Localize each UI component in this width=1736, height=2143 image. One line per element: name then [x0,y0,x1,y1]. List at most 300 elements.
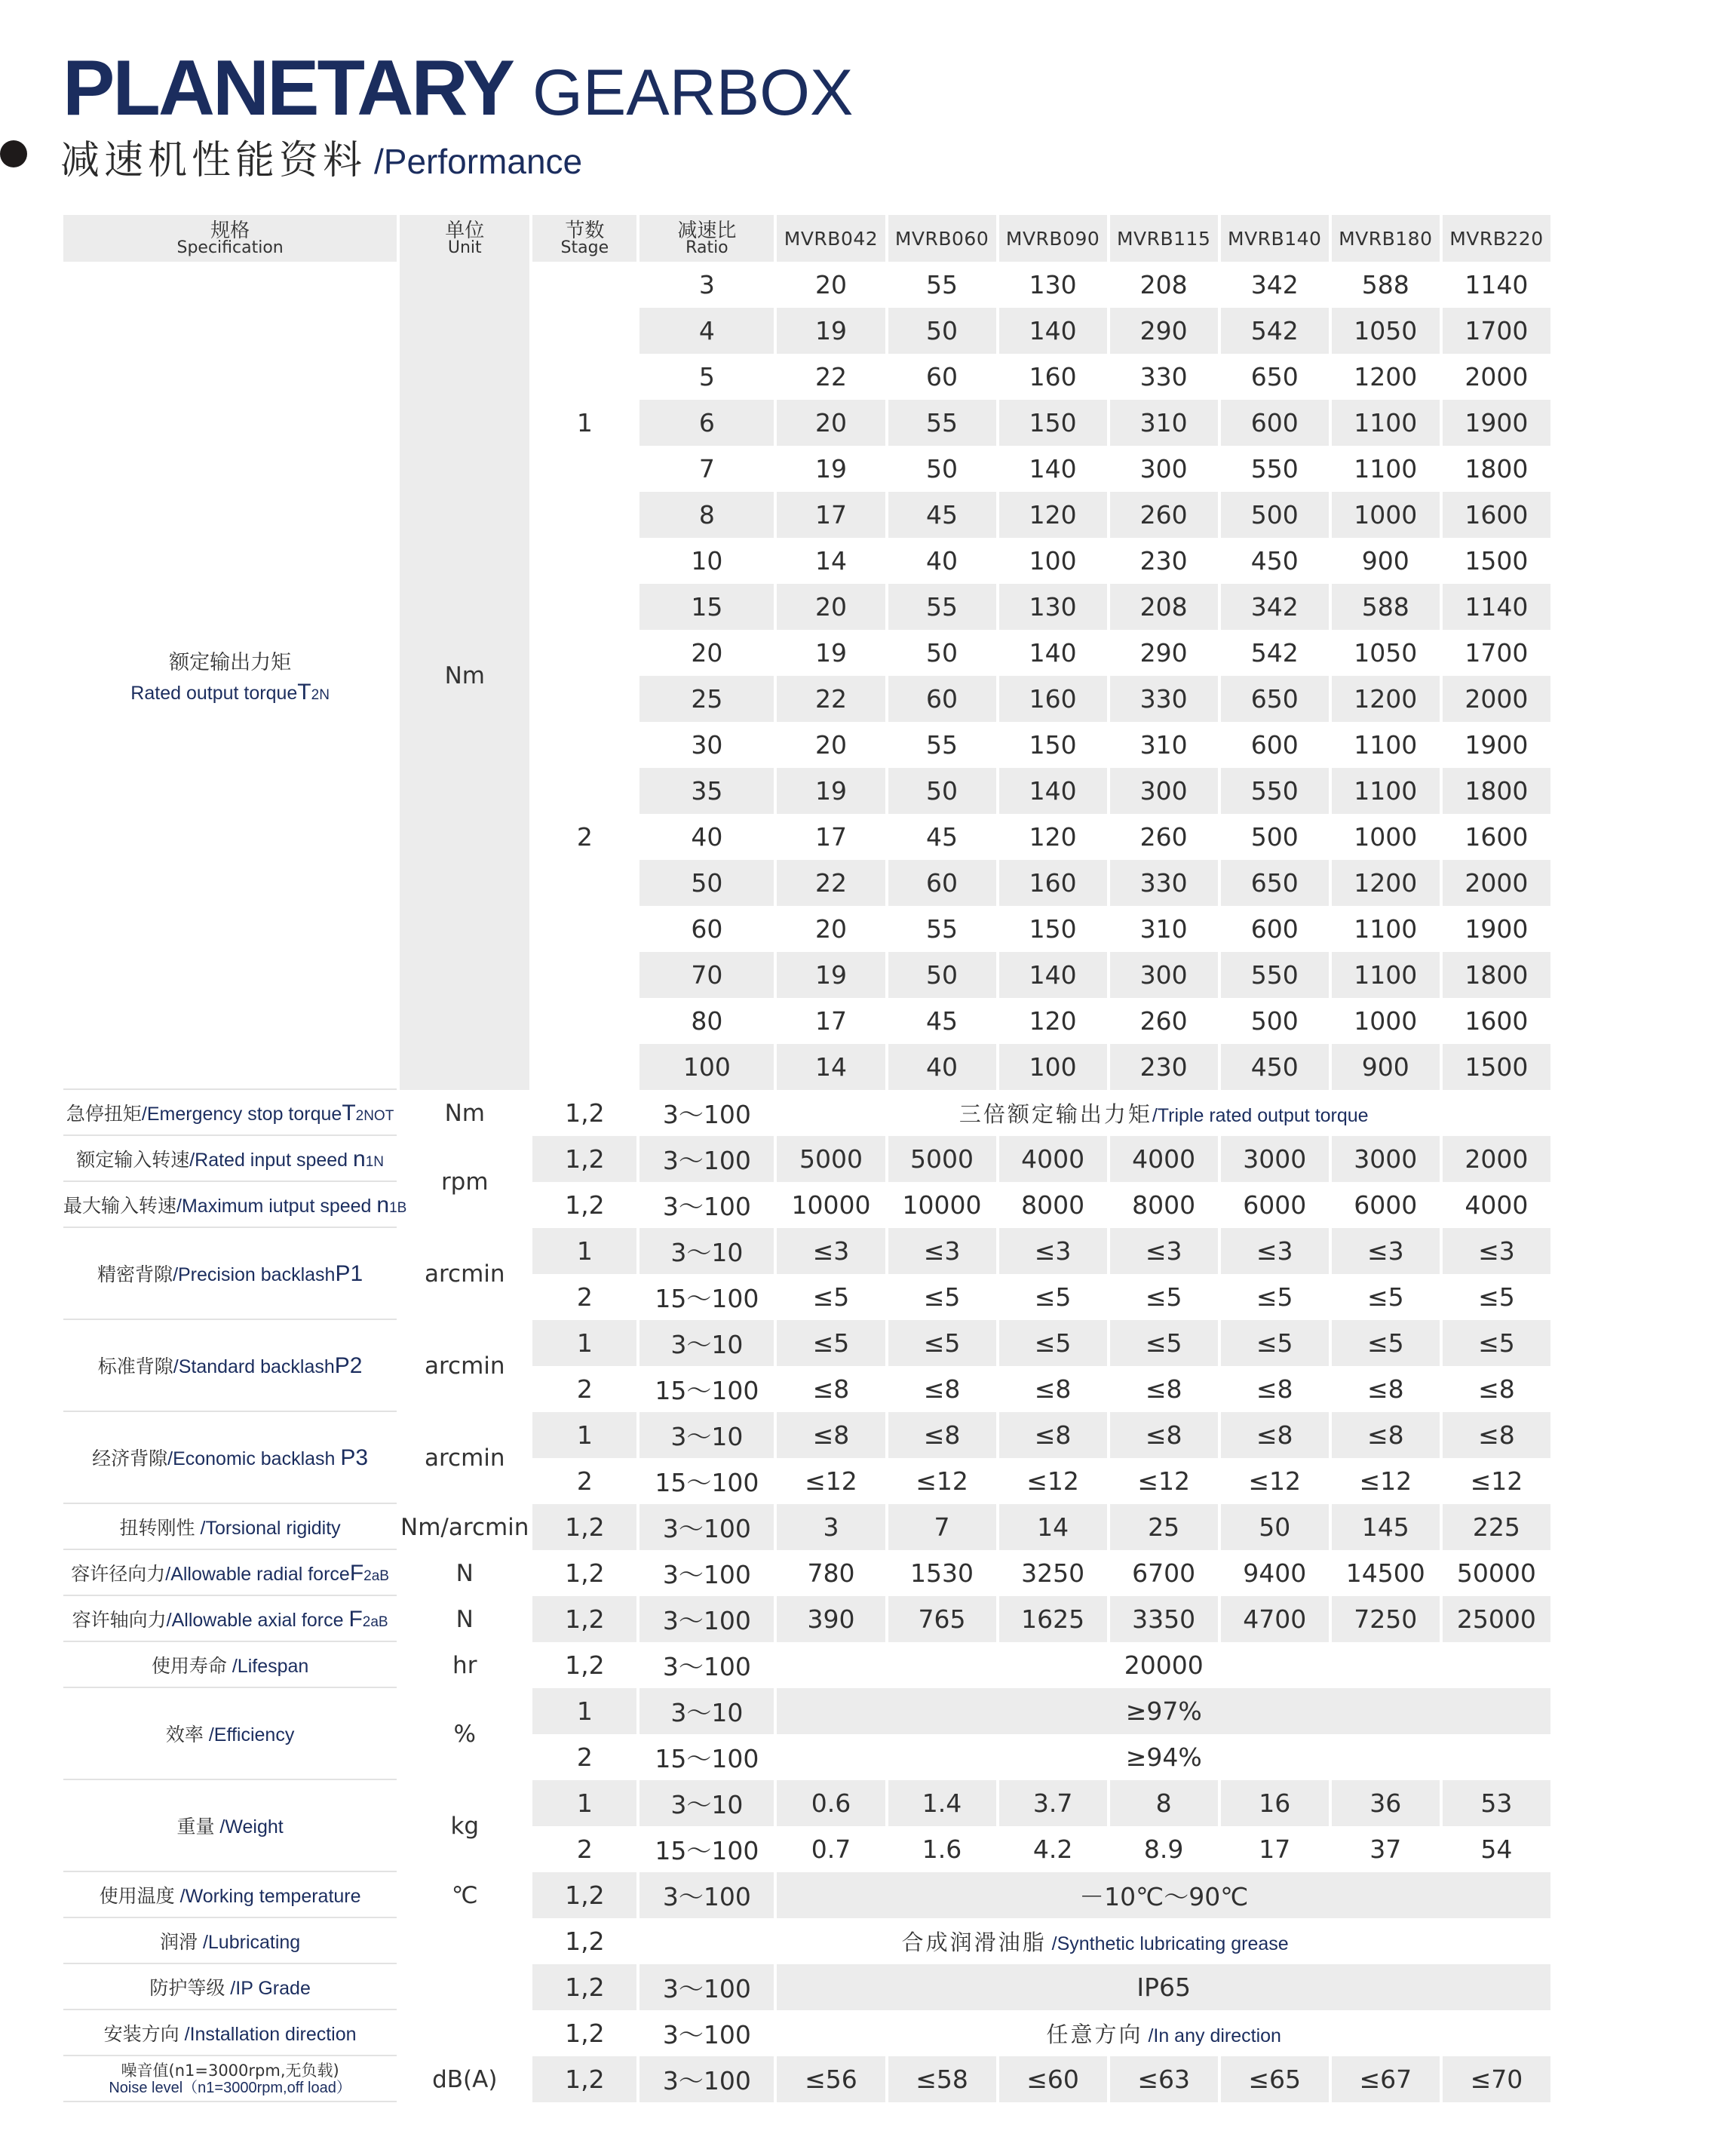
value-cell: 5000 [888,1136,996,1182]
ratio-cell: 40 [639,814,774,860]
ratio-cell: 3～100 [639,1504,774,1550]
value-cell: 55 [888,400,996,446]
stage-cell: 2 [532,1826,636,1872]
value-cell: 160 [999,354,1107,400]
spec-label-en: /Installation direction [179,2023,357,2045]
spec-label-zh: 使用温度 [99,1884,175,1907]
ratio-cell: 15～100 [639,1734,774,1780]
spec-label-en: /Allowable radial force [165,1563,350,1585]
ratio-cell: 15～100 [639,1826,774,1872]
ratio-cell: 15 [639,584,774,630]
ratio-cell: 3～100 [639,1964,774,2010]
value-cell: 4.2 [999,1826,1107,1872]
value-cell: 54 [1443,1826,1550,1872]
value-cell: ≤70 [1443,2056,1550,2102]
spec-symbol: F [348,1606,363,1632]
table-row [63,1596,1550,1642]
page-title [63,44,853,134]
value-cell: ≤8 [1443,1366,1550,1412]
value-cell: 55 [888,722,996,768]
value-cell: 2000 [1443,860,1550,906]
table-row [63,1504,1550,1550]
spec-label-en: /Allowable axial force [166,1609,349,1631]
value-cell: 20 [777,262,885,308]
spec-cell [63,1090,397,1136]
table-row [63,1964,1550,2010]
value-cell: 19 [777,308,885,354]
value-cell: 1200 [1332,860,1440,906]
value-cell: 120 [999,998,1107,1044]
value-cell: ≤5 [1221,1274,1329,1320]
value-cell: 330 [1110,354,1218,400]
ratio-cell: 3～100 [639,2010,774,2056]
stage-cell: 1,2 [532,2056,636,2102]
ratio-cell: 8 [639,492,774,538]
ratio-cell: 3～10 [639,1228,774,1274]
value-cell: 1050 [1332,630,1440,676]
spec-cell [63,1550,397,1596]
spec-symbol: n [353,1146,366,1171]
value-cell: ≤3 [1110,1228,1218,1274]
value-cell: 17 [777,814,885,860]
value-cell: 900 [1332,1044,1440,1090]
value-cell: 290 [1110,308,1218,354]
value-cell: 150 [999,906,1107,952]
stage-cell: 1,2 [532,1596,636,1642]
value-cell: 55 [888,906,996,952]
value-cell: 160 [999,860,1107,906]
value-cell: 60 [888,676,996,722]
value-cell: ≤3 [1332,1228,1440,1274]
unit-cell [400,1918,529,1964]
value-cell: 10000 [777,1182,885,1228]
performance-table [60,215,1554,2102]
value-cell: 50 [888,446,996,492]
unit-cell: arcmin [400,1320,529,1412]
ratio-cell: 30 [639,722,774,768]
value-cell: 650 [1221,354,1329,400]
value-cell: 17 [777,492,885,538]
merged-value-cell: ≥97% [777,1688,1550,1734]
table-row [63,2010,1550,2056]
spec-label-en: /Efficiency [203,1724,295,1745]
spec-label-en: /IP Grade [225,1977,311,1999]
value-cell: 22 [777,860,885,906]
spec-label-zh: 急停扭矩 [66,1102,142,1125]
spec-cell [63,1504,397,1550]
value-cell: 19 [777,630,885,676]
value-cell: 342 [1221,262,1329,308]
spec-cell [63,1182,407,1228]
value-cell: 290 [1110,630,1218,676]
unit-cell: hr [400,1642,529,1688]
value-cell: 1050 [1332,308,1440,354]
ratio-cell: 60 [639,906,774,952]
value-cell: ≤58 [888,2056,996,2102]
value-cell: 19 [777,952,885,998]
value-cell: 120 [999,492,1107,538]
merged-value-cell: 合成润滑油脂 /Synthetic lubricating grease [639,1918,1550,1964]
value-cell: 1200 [1332,676,1440,722]
value-cell: ≤3 [1443,1228,1550,1274]
value-cell: 230 [1110,538,1218,584]
value-cell: 260 [1110,998,1218,1044]
value-cell: ≤5 [1443,1274,1550,1320]
value-cell: 1500 [1443,538,1550,584]
table-row [63,1642,1550,1688]
value-cell: 330 [1110,676,1218,722]
ratio-cell: 50 [639,860,774,906]
stage-cell: 1,2 [532,1642,636,1688]
stage-cell: 1 [532,1688,636,1734]
spec-label-zh: 经济背隙 [92,1448,168,1469]
stage-cell: 2 [532,1274,636,1320]
ratio-cell: 25 [639,676,774,722]
spec-label-en: /Working temperature [174,1885,361,1907]
value-cell: 600 [1221,400,1329,446]
value-cell: ≤8 [888,1366,996,1412]
value-cell: 208 [1110,584,1218,630]
ratio-cell: 3～10 [639,1688,774,1734]
value-cell: 765 [888,1596,996,1642]
ratio-cell: 70 [639,952,774,998]
value-cell: 500 [1221,814,1329,860]
value-cell: 1700 [1443,630,1550,676]
value-cell: 1000 [1332,814,1440,860]
value-cell: 50000 [1443,1550,1550,1596]
spec-label-en: /Maximum iutput speed [176,1195,377,1217]
stage-cell: 1,2 [532,1090,636,1136]
value-cell: 130 [999,584,1107,630]
value-cell: 4700 [1221,1596,1329,1642]
value-cell: 10000 [888,1182,996,1228]
value-cell: ≤8 [1332,1366,1440,1412]
value-cell: 130 [999,262,1107,308]
merged-value-cell: IP65 [777,1964,1550,2010]
spec-label-zh: 效率 [165,1724,204,1745]
spec-cell [63,1320,397,1412]
page-header [63,44,853,134]
unit-cell: kg [400,1780,529,1872]
spec-label-en: /Torsional rigidity [195,1517,341,1539]
ratio-cell: 3～100 [639,1872,774,1918]
value-cell: 60 [888,354,996,400]
value-cell: 50 [1221,1504,1329,1550]
unit-cell: arcmin [400,1412,529,1504]
spec-label-en: /Precision backlash [173,1264,336,1285]
spec-cell [63,1872,397,1918]
spec-symbol-sub: 2N [311,686,330,703]
value-cell: 1100 [1332,768,1440,814]
value-cell: 300 [1110,952,1218,998]
value-cell: 22 [777,676,885,722]
spec-symbol: n [376,1192,390,1217]
table-row [63,1872,1550,1918]
spec-symbol-sub: 2NOT [355,1107,394,1124]
value-cell: 140 [999,630,1107,676]
value-cell: 1900 [1443,400,1550,446]
value-cell: ≤5 [888,1320,996,1366]
spec-cell [63,1412,397,1504]
ratio-cell: 15～100 [639,1274,774,1320]
header-model: MVRB220 [1443,215,1550,262]
spec-symbol: P3 [340,1445,369,1470]
spec-label-zh: 标准背隙 [97,1355,173,1377]
value-cell: 1800 [1443,952,1550,998]
value-cell: 600 [1221,906,1329,952]
value-cell: 45 [888,492,996,538]
spec-symbol: P2 [334,1353,363,1378]
stage-cell: 2 [532,1366,636,1412]
value-cell: 14 [999,1504,1107,1550]
ratio-cell: 3～10 [639,1412,774,1458]
title-bold: PLANETARY [63,45,513,132]
header-ratio: 减速比 Ratio [639,215,774,262]
header-model: MVRB115 [1110,215,1218,262]
ratio-cell: 15～100 [639,1366,774,1412]
value-cell: 650 [1221,676,1329,722]
value-cell: 588 [1332,584,1440,630]
value-cell: 55 [888,262,996,308]
value-cell: 0.6 [777,1780,885,1826]
value-cell: 25000 [1443,1596,1550,1642]
value-cell: 4000 [1110,1136,1218,1182]
ratio-cell: 3～100 [639,1596,774,1642]
spec-label-zh: 安装方向 [103,2022,179,2045]
spec-symbol: P1 [335,1261,363,1286]
value-cell: ≤12 [777,1458,885,1504]
ratio-cell: 100 [639,1044,774,1090]
value-cell: ≤5 [1332,1320,1440,1366]
value-cell: 50 [888,952,996,998]
spec-cell [63,1228,397,1320]
spec-label-zh: 润滑 [160,1930,198,1953]
stage-cell: 1 [532,1228,636,1274]
value-cell: 1000 [1332,492,1440,538]
value-cell: ≤56 [777,2056,885,2102]
value-cell: 650 [1221,860,1329,906]
stage-cell: 1 [532,1412,636,1458]
value-cell: 6000 [1332,1182,1440,1228]
ratio-cell: 20 [639,630,774,676]
value-cell: 20 [777,906,885,952]
spec-cell [63,1136,397,1182]
value-cell: ≤8 [777,1366,885,1412]
ratio-cell: 3～10 [639,1780,774,1826]
value-cell: 300 [1110,768,1218,814]
ratio-cell: 3～10 [639,1320,774,1366]
spec-label-en: /Lifespan [226,1655,309,1677]
stage-cell: 1,2 [532,1550,636,1596]
value-cell: 19 [777,446,885,492]
value-cell: 342 [1221,584,1329,630]
value-cell: 260 [1110,492,1218,538]
section-subtitle [60,128,582,185]
subtitle-zh: 减速机性能资料 [60,138,367,183]
unit-cell [400,1964,529,2010]
table-row [63,1918,1550,1964]
spec-symbol: T [297,679,311,705]
value-cell: 14 [777,1044,885,1090]
value-cell: 780 [777,1550,885,1596]
stage-cell: 1 [532,1320,636,1366]
value-cell: 1100 [1332,906,1440,952]
title-light: GEARBOX [532,57,854,129]
value-cell: 2000 [1443,354,1550,400]
stage-cell: 1,2 [532,1182,636,1228]
value-cell: 1100 [1332,952,1440,998]
unit-cell [400,2010,529,2056]
spec-cell [63,1596,397,1642]
value-cell: 100 [999,1044,1107,1090]
value-cell: ≤5 [888,1274,996,1320]
header-model: MVRB180 [1332,215,1440,262]
value-cell: 140 [999,308,1107,354]
value-cell: 0.7 [777,1826,885,1872]
value-cell: ≤8 [888,1412,996,1458]
value-cell: 900 [1332,538,1440,584]
header-model: MVRB042 [777,215,885,262]
value-cell: 4000 [999,1136,1107,1182]
value-cell: ≤8 [1332,1412,1440,1458]
value-cell: ≤12 [1332,1458,1440,1504]
value-cell: 310 [1110,906,1218,952]
spec-symbol: F [349,1560,364,1586]
value-cell: ≤8 [1221,1412,1329,1458]
value-cell: 50 [888,768,996,814]
value-cell: ≤65 [1221,2056,1329,2102]
value-cell: 3000 [1332,1136,1440,1182]
value-cell: 1.6 [888,1826,996,1872]
value-cell: 55 [888,584,996,630]
bullet-dot-icon [0,140,27,167]
value-cell: 1000 [1332,998,1440,1044]
spec-label-zh: 精密背隙 [97,1263,173,1285]
value-cell: ≤8 [999,1412,1107,1458]
value-cell: ≤8 [1110,1412,1218,1458]
value-cell: 450 [1221,1044,1329,1090]
value-cell: 1600 [1443,814,1550,860]
stage-cell: 1,2 [532,1872,636,1918]
value-cell: 1140 [1443,584,1550,630]
value-cell: 3 [777,1504,885,1550]
spec-label-zh: 容许轴向力 [72,1608,167,1631]
stage-cell: 1,2 [532,1918,636,1964]
value-cell: 45 [888,814,996,860]
value-cell: ≤3 [1221,1228,1329,1274]
value-cell: 1625 [999,1596,1107,1642]
value-cell: 53 [1443,1780,1550,1826]
value-cell: ≤8 [1443,1412,1550,1458]
value-cell: 3250 [999,1550,1107,1596]
value-cell: 550 [1221,446,1329,492]
value-cell: 5000 [777,1136,885,1182]
spec-symbol-sub: 2aB [363,1567,389,1584]
value-cell: 20 [777,400,885,446]
value-cell: ≤5 [1332,1274,1440,1320]
ratio-cell: 15～100 [639,1458,774,1504]
unit-cell: % [400,1688,529,1780]
value-cell: 2000 [1443,1136,1550,1182]
value-cell: 150 [999,400,1107,446]
header-unit: 单位 Unit [400,215,529,262]
value-cell: 1600 [1443,998,1550,1044]
header-model: MVRB090 [999,215,1107,262]
spec-cell [63,1918,397,1964]
value-cell: 1100 [1332,400,1440,446]
value-cell: ≤5 [999,1320,1107,1366]
value-cell: 390 [777,1596,885,1642]
value-cell: ≤5 [777,1320,885,1366]
value-cell: ≤5 [1110,1320,1218,1366]
value-cell: 260 [1110,814,1218,860]
value-cell: ≤12 [888,1458,996,1504]
value-cell: 542 [1221,630,1329,676]
value-cell: 140 [999,768,1107,814]
spec-cell [63,1642,397,1688]
table-row [63,1320,1550,1366]
value-cell: 1900 [1443,722,1550,768]
spec-label-zh: 扭转刚性 [119,1516,195,1539]
stage-cell: 2 [532,1734,636,1780]
value-cell: 140 [999,952,1107,998]
value-cell: 45 [888,998,996,1044]
value-cell: 37 [1332,1826,1440,1872]
ratio-cell: 7 [639,446,774,492]
merged-value-cell: 20000 [777,1642,1550,1688]
value-cell: ≤67 [1332,2056,1440,2102]
value-cell: 588 [1332,262,1440,308]
table-row [63,1550,1550,1596]
value-cell: 6000 [1221,1182,1329,1228]
value-cell: 40 [888,1044,996,1090]
value-cell: 1.4 [888,1780,996,1826]
unit-cell: Nm/arcmin [400,1504,529,1550]
spec-label-zh: 防护等级 [149,1976,225,1999]
value-cell: 542 [1221,308,1329,354]
value-cell: 310 [1110,722,1218,768]
unit-cell: Nm [400,262,529,1090]
spec-label-en: /Emergency stop torque [141,1103,342,1125]
unit-cell: dB(A) [400,2056,529,2102]
unit-cell: rpm [400,1136,529,1228]
value-cell: ≤12 [1110,1458,1218,1504]
value-cell: ≤12 [1221,1458,1329,1504]
spec-cell: 噪音值(n1=3000rpm,无负载) Noise level（n1=3000rpm,off load） [63,2056,397,2102]
value-cell: 1530 [888,1550,996,1596]
header-model: MVRB140 [1221,215,1329,262]
merged-value-cell: －10℃～90℃ [777,1872,1550,1918]
spec-symbol-sub: 1N [365,1153,385,1170]
spec-label-zh: 使用寿命 [151,1654,227,1677]
ratio-cell: 3～100 [639,1136,774,1182]
spec-cell [63,1780,397,1872]
ratio-cell: 5 [639,354,774,400]
value-cell: 20 [777,584,885,630]
spec-symbol: T [342,1100,356,1125]
value-cell: 500 [1221,998,1329,1044]
value-cell: 150 [999,722,1107,768]
table-body [63,262,1550,2102]
value-cell: 500 [1221,492,1329,538]
spec-cell [63,1964,397,2010]
value-cell: ≤5 [999,1274,1107,1320]
value-cell: ≤8 [1221,1366,1329,1412]
value-cell: ≤63 [1110,2056,1218,2102]
value-cell: ≤12 [999,1458,1107,1504]
ratio-cell: 3～100 [639,1642,774,1688]
ratio-cell: 3～100 [639,1182,774,1228]
